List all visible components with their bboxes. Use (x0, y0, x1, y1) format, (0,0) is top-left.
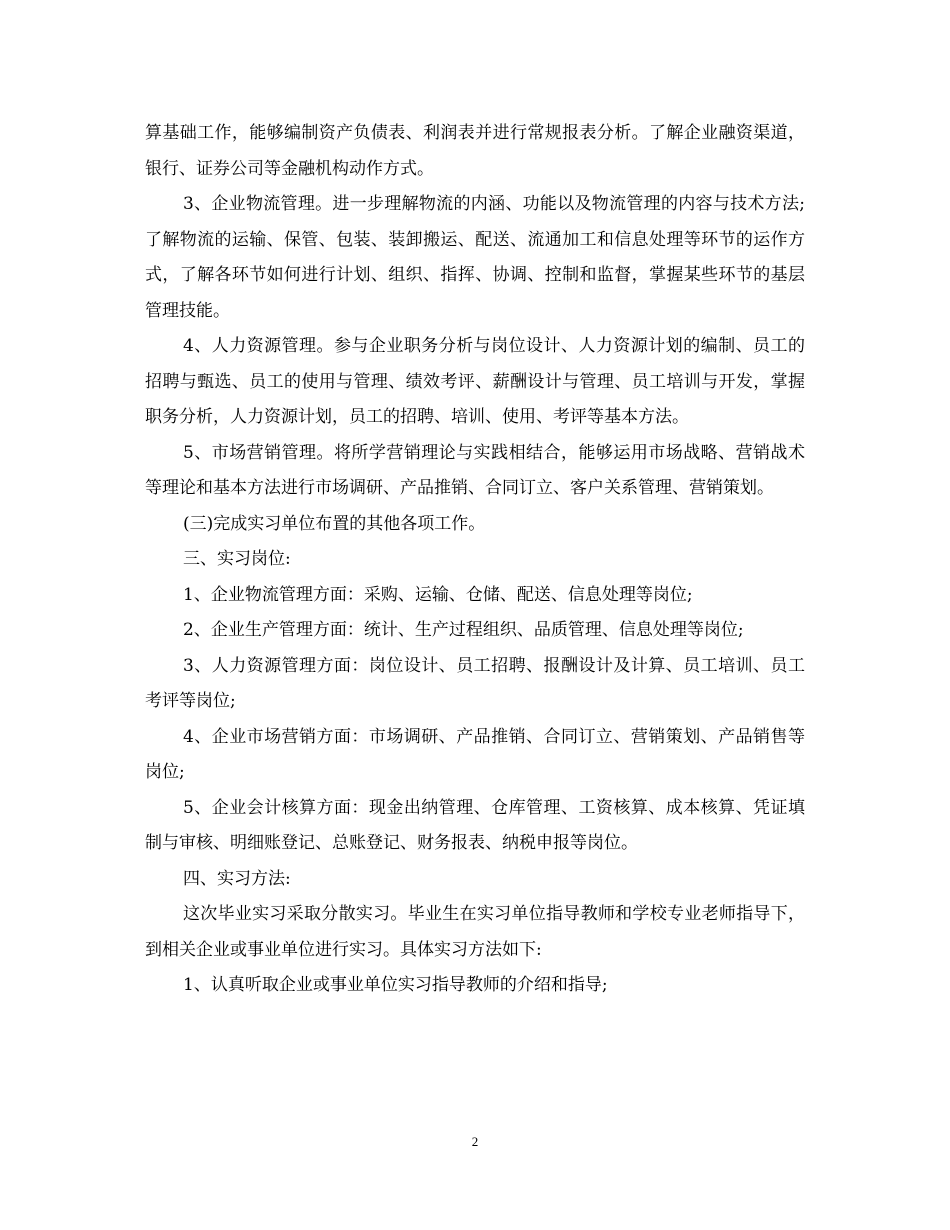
paragraph-human-resources: 4、人力资源管理。参与企业职务分析与岗位设计、人力资源计划的编制、员工的招聘与甄选、员工的使用与管理、绩效考评、薪酬设计与管理、员工培训与开发，掌握职务分析，人力资源计划，员工的招聘、培训、使用、考评等基本方法。 (145, 336, 805, 427)
paragraph-accounting-continued: 算基础工作，能够编制资产负债表、利润表并进行常规报表分析。了解企业融资渠道，银行、证券公司等金融机构动作方式。 (145, 123, 805, 179)
list-item-method-1: 1、认真听取企业或事业单位实习指导教师的介绍和指导; (183, 975, 608, 995)
list-item-position-hr: 3、人力资源管理方面：岗位设计、员工招聘、报酬设计及计算、员工培训、员工考评等岗位; (145, 655, 805, 711)
list-item-position-accounting: 5、企业会计核算方面：现金出纳管理、仓库管理、工资核算、成本核算、凭证填制与审核、明细账登记、总账登记、财务报表、纳税申报等岗位。 (145, 797, 805, 853)
page-number: 2 (471, 1134, 479, 1149)
paragraph-other-tasks: (三)完成实习单位布置的其他各项工作。 (183, 513, 486, 534)
list-item-position-marketing: 4、企业市场营销方面：市场调研、产品推销、合同订立、营销策划、产品销售等岗位; (145, 726, 805, 782)
section-heading-positions: 三、实习岗位: (183, 549, 291, 569)
list-item-position-logistics: 1、企业物流管理方面：采购、运输、仓储、配送、信息处理等岗位; (183, 584, 693, 605)
document-body (145, 116, 805, 1004)
list-item-position-production: 2、企业生产管理方面：统计、生产过程组织、品质管理、信息处理等岗位; (183, 620, 744, 640)
paragraph-marketing-management: 5、市场营销管理。将所学营销理论与实践相结合，能够运用市场战略、营销战术等理论和基本方法进行市场调研、产品推销、合同订立、客户关系管理、营销策划。 (145, 442, 805, 498)
paragraph-logistics-management: 3、企业物流管理。进一步理解物流的内涵、功能以及物流管理的内容与技术方法;了解物流的运输、保管、包装、装卸搬运、配送、流通加工和信息处理等环节的运作方式，了解各环节如何进行计划、组织、指挥、协调、控制和监督，掌握某些环节的基层管理技能。 (145, 194, 805, 321)
paragraph-methods-intro: 这次毕业实习采取分散实习。毕业生在实习单位指导教师和学校专业老师指导下，到相关企业或事业单位进行实习。具体实习方法如下: (145, 904, 805, 960)
section-heading-methods: 四、实习方法: (183, 868, 291, 889)
